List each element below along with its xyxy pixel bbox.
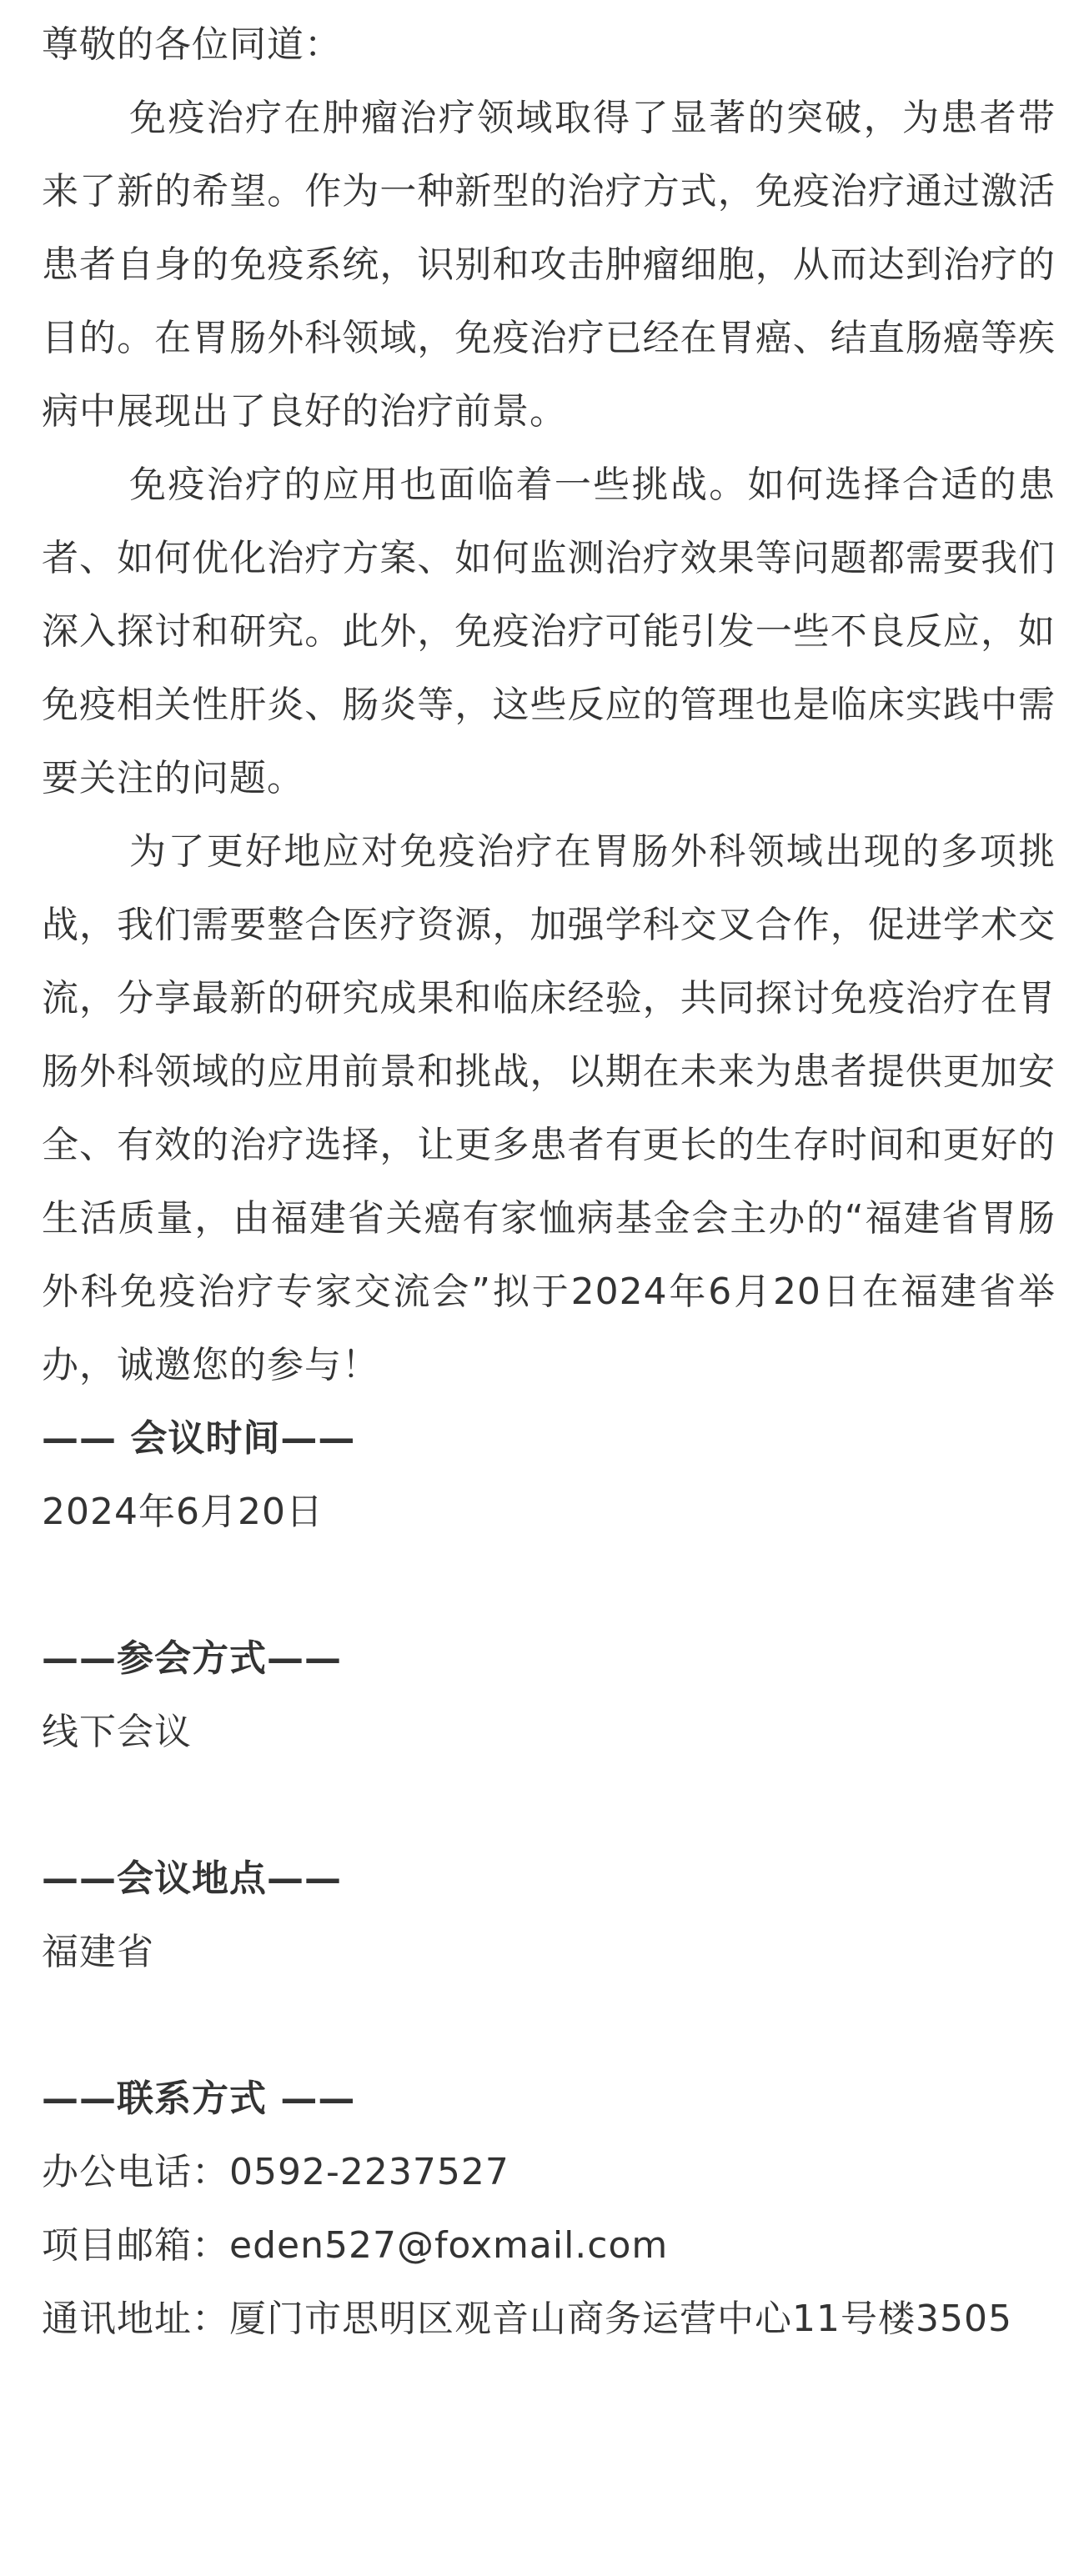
- meeting-location-heading: ——会议地点——: [42, 1857, 342, 1900]
- meeting-time-section: [42, 1402, 1067, 1549]
- greeting: 尊敬的各位同道：: [42, 23, 342, 66]
- contact-email: 项目邮箱：eden527@foxmail.com: [42, 2224, 669, 2267]
- meeting-time-heading: —— 会议时间——: [42, 1417, 356, 1460]
- meeting-mode-heading: ——参会方式——: [42, 1637, 342, 1680]
- contact-heading: ——联系方式 ——: [42, 2077, 356, 2120]
- contact-section: [42, 2062, 1067, 2356]
- meeting-location-section: [42, 1842, 1067, 1989]
- meeting-time-value: 2024年6月20日: [42, 1491, 324, 1533]
- contact-address: 通讯地址：厦门市思明区观音山商务运营中心11号楼3505: [42, 2298, 1012, 2340]
- invitation-document: [42, 8, 1067, 2356]
- intro-paragraph-1: 免疫治疗在肿瘤治疗领域取得了显著的突破，为患者带来了新的希望。作为一种新型的治疗方式，免疫治疗通过激活患者自身的免疫系统，识别和攻击肿瘤细胞，从而达到治疗的目的。在胃肠外科领域，免疫治疗已经在胃癌、结直肠癌等疾病中展现出了良好的治疗前景。: [42, 97, 1056, 433]
- meeting-location-value: 福建省: [42, 1931, 154, 1973]
- spacer: [42, 1549, 1067, 1622]
- spacer: [42, 1769, 1067, 1842]
- spacer: [42, 1989, 1067, 2062]
- meeting-mode-section: [42, 1622, 1067, 1769]
- contact-phone: 办公电话：0592-2237527: [42, 2151, 509, 2193]
- intro-paragraph-2: 免疫治疗的应用也面临着一些挑战。如何选择合适的患者、如何优化治疗方案、如何监测治疗效果等问题都需要我们深入探讨和研究。此外，免疫治疗可能引发一些不良反应，如免疫相关性肝炎、肠炎等，这些反应的管理也是临床实践中需要关注的问题。: [42, 464, 1056, 799]
- meeting-mode-value: 线下会议: [42, 1711, 192, 1753]
- intro-paragraph-3: 为了更好地应对免疫治疗在胃肠外科领域出现的多项挑战，我们需要整合医疗资源，加强学科交叉合作，促进学术交流，分享最新的研究成果和临床经验，共同探讨免疫治疗在胃肠外科领域的应用前景和挑战，以期在未来为患者提供更加安全、有效的治疗选择，让更多患者有更长的生存时间和更好的生活质量，由福建省关癌有家恤病基金会主办的“福建省胃肠外科免疫治疗专家交流会”拟于2024年6月20日在福建省举办，诚邀您的参与！: [42, 830, 1056, 1386]
